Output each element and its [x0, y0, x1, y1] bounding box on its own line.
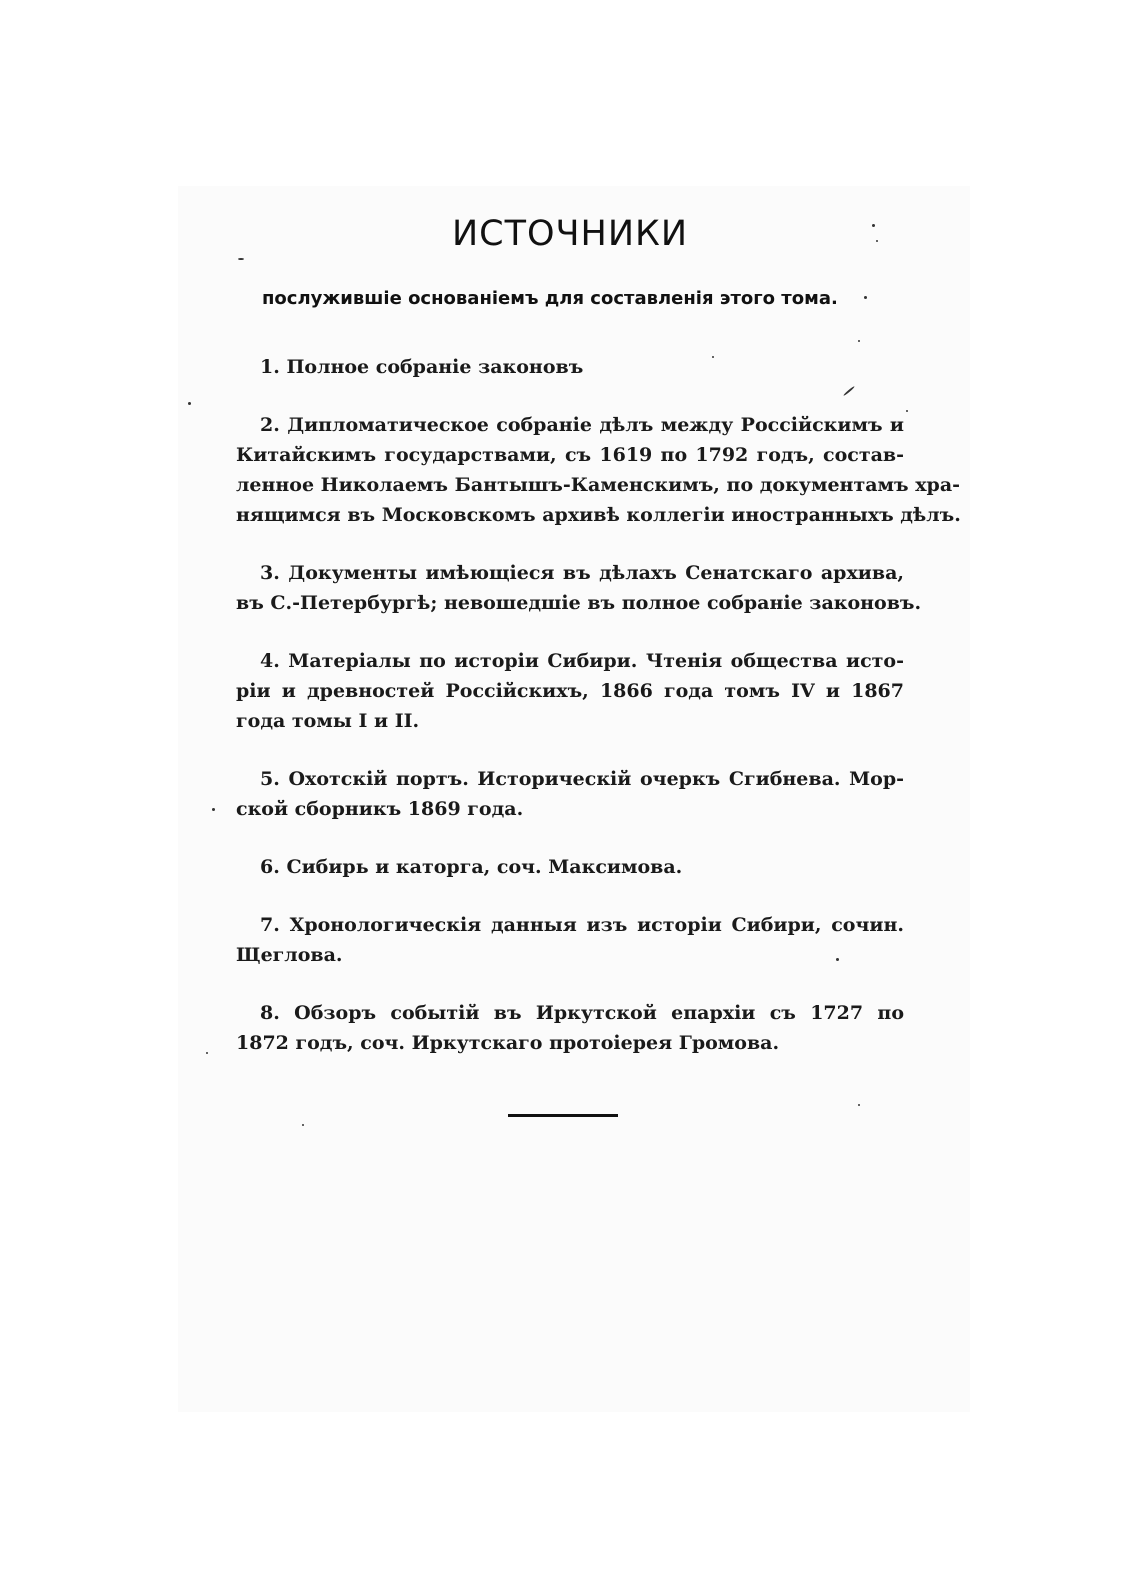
- source-entry-7: [236, 910, 904, 970]
- scan-speck: [906, 410, 908, 412]
- source-entry-8: [236, 998, 904, 1058]
- entry-line: 8. Обзоръ событій въ Иркутской епархіи съ 1727 по: [260, 1002, 904, 1024]
- entry-line: 6. Сибирь и каторга, соч. Максимова.: [260, 856, 683, 878]
- page-subtitle: послужившіе основаніемъ для составленія этого тома.: [262, 288, 838, 309]
- entry-line: 1872 годъ, соч. Иркутскаго протоіерея Громова.: [236, 1032, 780, 1054]
- scan-speck: [876, 240, 878, 242]
- scan-speck: [858, 340, 860, 342]
- entry-line: нящимся въ Московскомъ архивѣ коллегіи иностранныхъ дѣлъ.: [236, 504, 961, 526]
- entry-line: въ С.-Петербургѣ; невошедшіе въ полное собраніе законовъ.: [236, 592, 922, 614]
- source-entry-1: [236, 352, 904, 382]
- page-title: ИСТОЧНИКИ: [451, 214, 689, 254]
- entry-line: 5. Охотскій портъ. Историческій очеркъ Сгибнева. Мор-: [260, 768, 904, 790]
- scan-speck: [302, 1124, 304, 1126]
- entry-line: ріи и древностей Россійскихъ, 1866 года томъ IV и 1867: [236, 680, 904, 702]
- scan-speck: [212, 808, 215, 811]
- scan-speck: [188, 402, 191, 405]
- closing-rule: [508, 1114, 618, 1117]
- entry-line: года томы I и II.: [236, 710, 420, 732]
- sources-list: [236, 352, 961, 1086]
- scan-speck: [864, 296, 867, 299]
- entry-line: 4. Матеріалы по исторіи Сибири. Чтенія общества исто-: [260, 650, 904, 672]
- source-entry-2: [236, 410, 961, 530]
- entry-line: 3. Документы имѣющіеся въ дѣлахъ Сенатскаго архива,: [260, 562, 904, 584]
- source-entry-6: [236, 852, 904, 882]
- entry-line: 1. Полное собраніе законовъ: [260, 356, 584, 378]
- entry-line: ской сборникъ 1869 года.: [236, 798, 524, 820]
- scan-speck: [206, 1052, 208, 1054]
- entry-line: Щеглова.: [236, 944, 343, 966]
- scan-speck: [238, 258, 244, 260]
- entry-line: 2. Дипломатическое собраніе дѣлъ между Россійскимъ и: [260, 414, 904, 436]
- source-entry-5: [236, 764, 904, 824]
- entry-line: Китайскимъ государствами, съ 1619 по 1792 годъ, состав-: [236, 444, 904, 466]
- scan-speck: [858, 1104, 860, 1106]
- scan-speck: [712, 356, 714, 358]
- source-entry-3: [236, 558, 922, 618]
- scan-speck: [836, 958, 839, 961]
- entry-line: ленное Николаемъ Бантышъ-Каменскимъ, по документамъ хра-: [236, 474, 961, 496]
- entry-line: 7. Хронологическія данныя изъ исторіи Сибири, сочин.: [260, 914, 904, 936]
- source-entry-4: [236, 646, 904, 736]
- scan-speck: [872, 224, 875, 227]
